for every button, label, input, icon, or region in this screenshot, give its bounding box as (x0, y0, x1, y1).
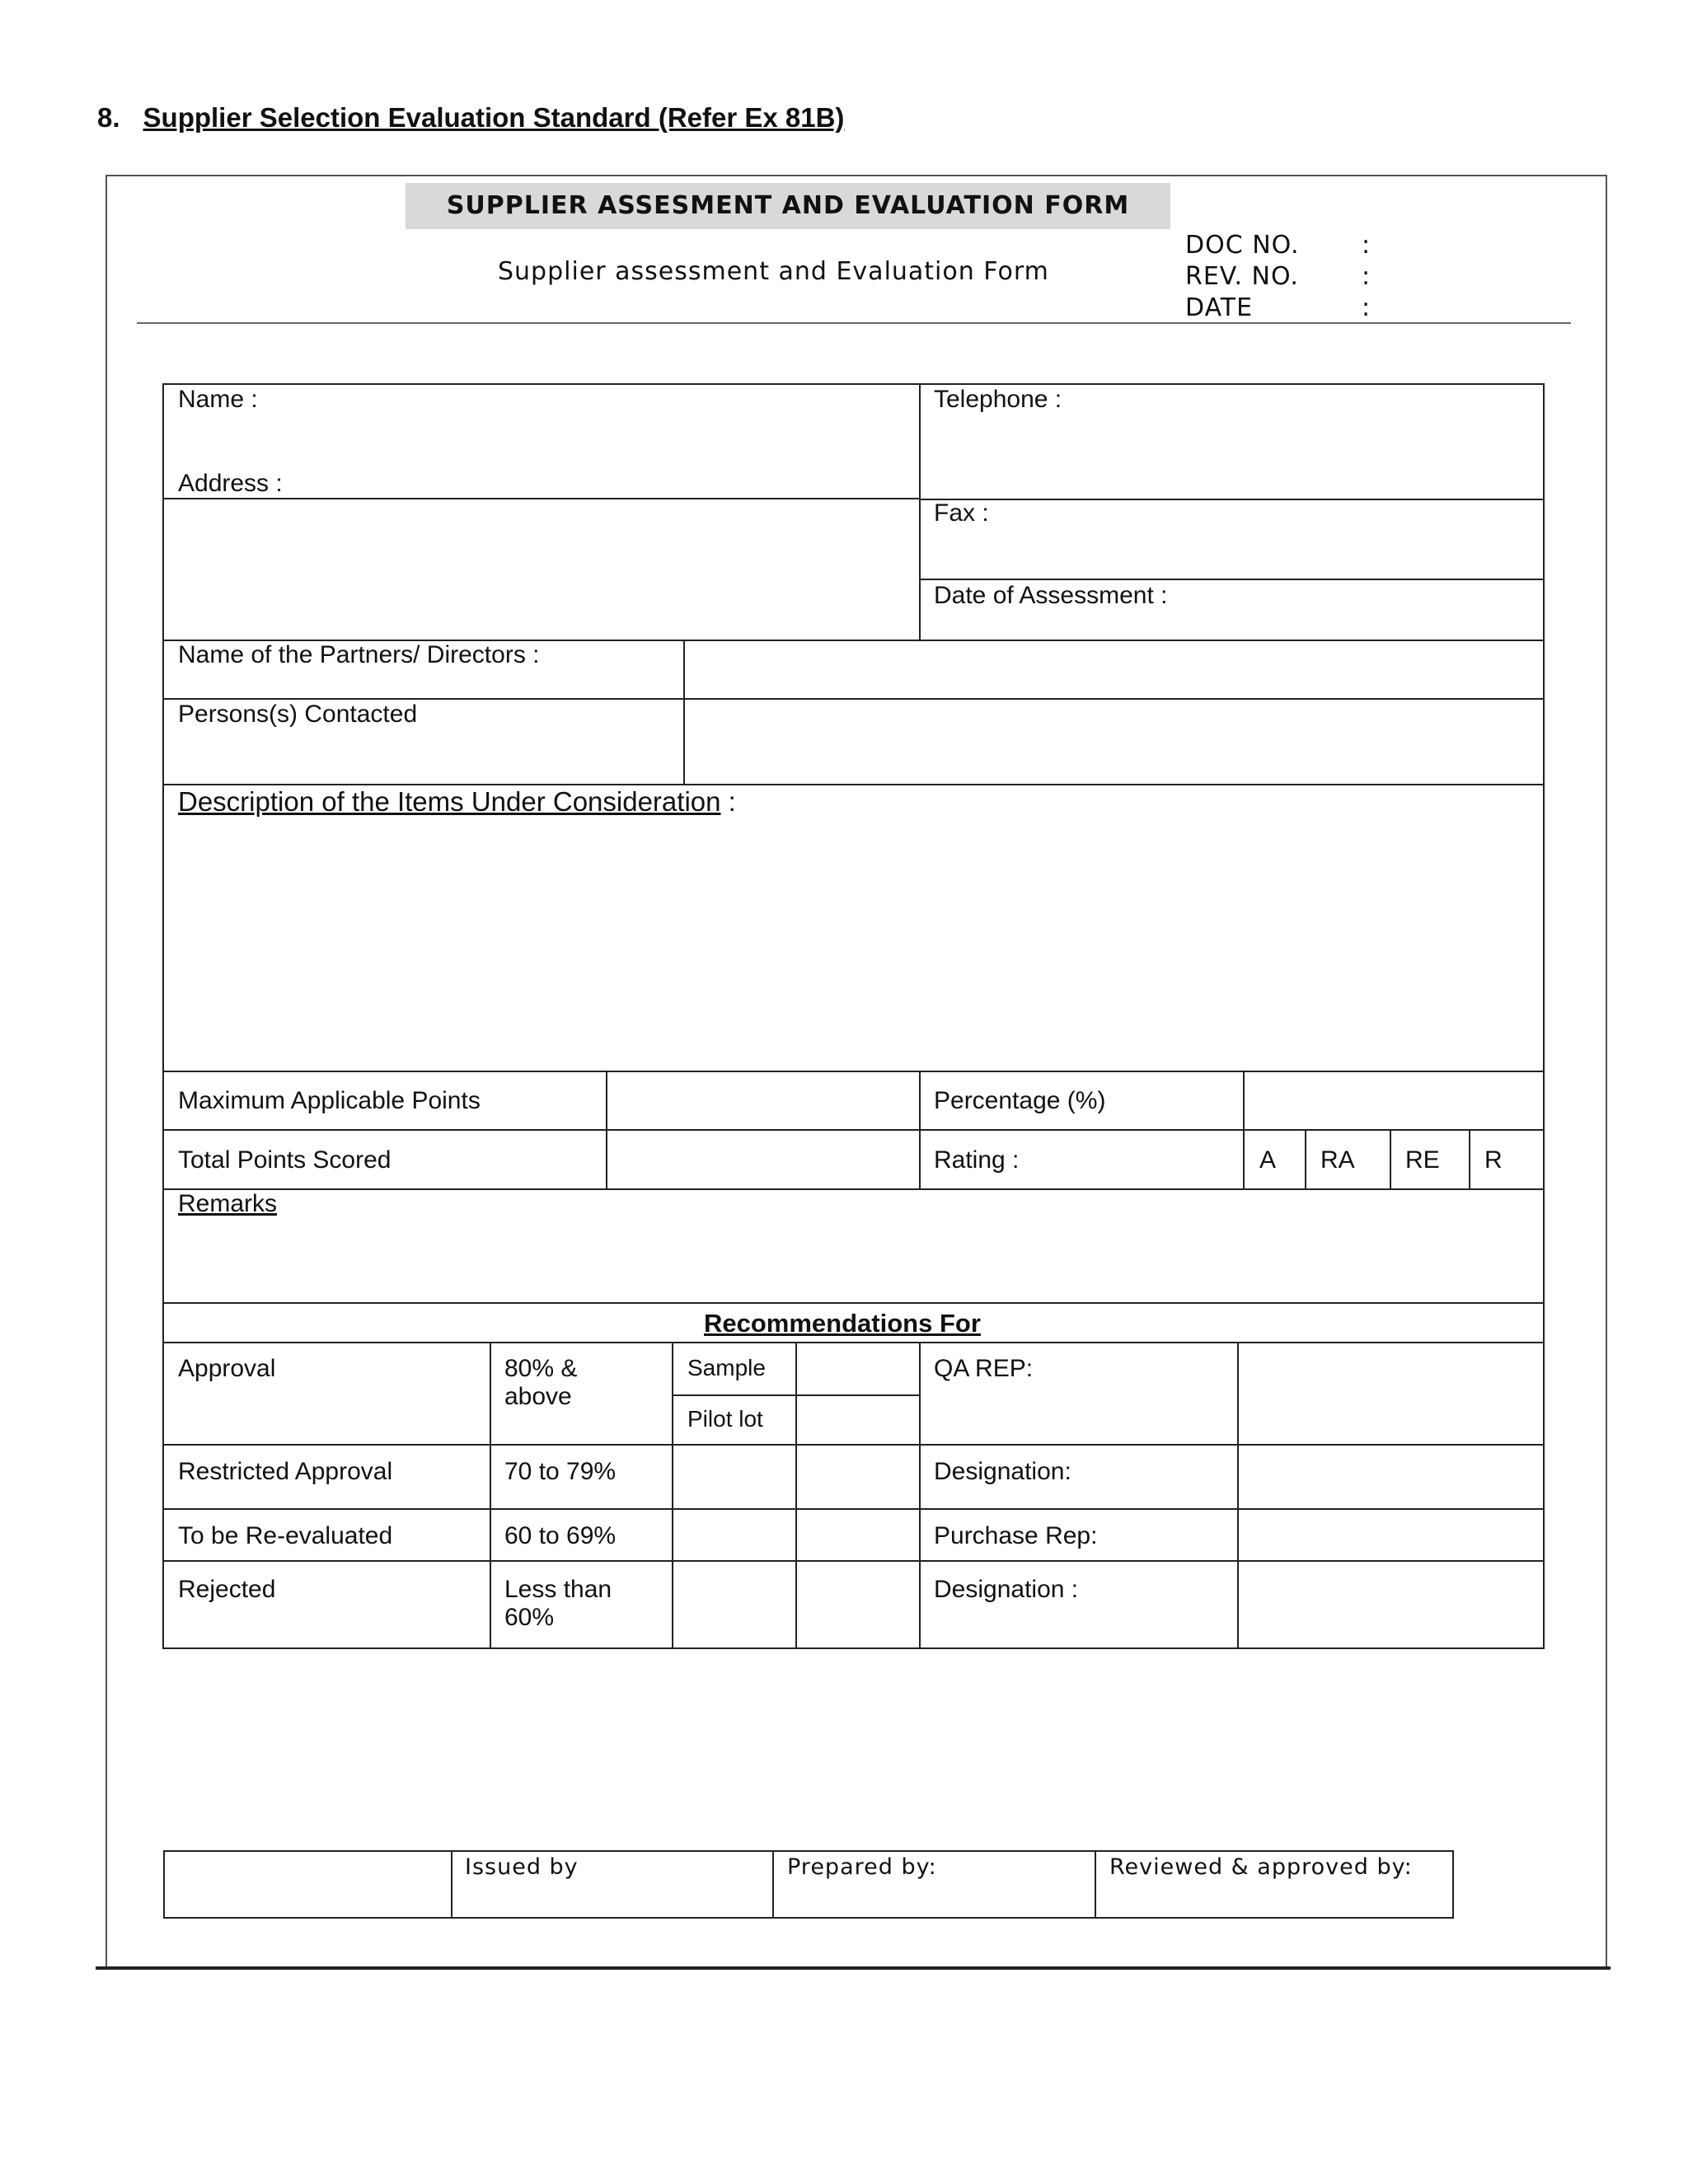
header-divider (137, 322, 1571, 324)
re-evaluated-range: 60 to 69% (504, 1522, 617, 1549)
recommendations-title: Recommendations For (704, 1309, 981, 1338)
date-value: : (1362, 293, 1371, 322)
date-of-assessment-label: Date of Assessment : (934, 582, 1168, 609)
total-points-label: Total Points Scored (178, 1146, 392, 1174)
partners-label: Name of the Partners/ Directors : (178, 641, 540, 668)
pilot-lot-label: Pilot lot (687, 1406, 763, 1432)
form-banner: SUPPLIER ASSESMENT AND EVALUATION FORM (406, 183, 1170, 229)
prepared-by-label: Prepared by: (787, 1854, 937, 1880)
rev-no-value: : (1362, 262, 1371, 291)
issued-by-label: Issued by (465, 1854, 579, 1880)
approval-range: 80% & above (504, 1355, 578, 1410)
rating-label: Rating : (934, 1146, 1020, 1174)
rating-option-re: RE (1405, 1146, 1440, 1174)
address-label: Address : (178, 470, 283, 497)
designation-label-1: Designation: (934, 1458, 1071, 1485)
designation-label-2: Designation : (934, 1576, 1079, 1603)
percentage-label: Percentage (%) (934, 1087, 1106, 1114)
date-label: DATE (1185, 293, 1254, 322)
page-heading (97, 102, 844, 134)
form-subtitle: Supplier assessment and Evaluation Form (498, 257, 1049, 286)
rev-no-label: REV. NO. (1185, 262, 1299, 291)
doc-no-value: : (1362, 231, 1371, 260)
bottom-rule (96, 1966, 1611, 1970)
sample-label: Sample (687, 1355, 766, 1380)
max-points-label: Maximum Applicable Points (178, 1087, 481, 1114)
restricted-approval-label: Restricted Approval (178, 1458, 393, 1485)
telephone-label: Telephone : (934, 386, 1062, 413)
rejected-label: Rejected (178, 1576, 276, 1603)
fax-label: Fax : (934, 499, 989, 527)
approval-label: Approval (178, 1355, 276, 1382)
restricted-approval-range: 70 to 79% (504, 1458, 617, 1485)
rating-option-r: R (1484, 1146, 1503, 1174)
rejected-range: Less than 60% (504, 1576, 612, 1631)
name-label: Name : (178, 386, 258, 413)
description-label: Description of the Items Under Consideration : (178, 786, 736, 817)
doc-no-label: DOC NO. (1185, 231, 1300, 260)
persons-contacted-label: Persons(s) Contacted (178, 701, 418, 728)
qa-rep-label: QA REP: (934, 1355, 1034, 1382)
rating-option-ra: RA (1320, 1146, 1355, 1174)
heading-title: Supplier Selection Evaluation Standard (Refer Ex 81B) (143, 102, 845, 133)
reviewed-approved-by-label: Reviewed & approved by: (1109, 1854, 1413, 1880)
purchase-rep-label: Purchase Rep: (934, 1522, 1098, 1549)
rating-option-a: A (1259, 1146, 1277, 1174)
re-evaluated-label: To be Re-evaluated (178, 1522, 393, 1549)
remarks-label: Remarks (178, 1190, 278, 1217)
heading-number: 8. (97, 102, 120, 133)
